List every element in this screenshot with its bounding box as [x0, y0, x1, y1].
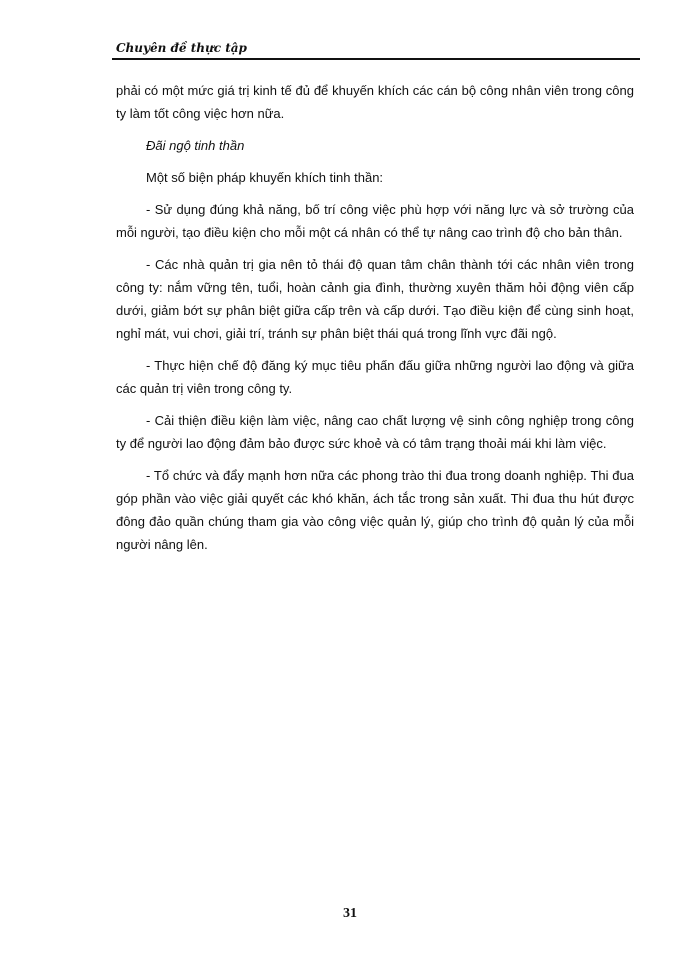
list-item: - Thực hiện chế độ đăng ký mục tiêu phấn đấu giữa những người lao động và giữa các quản trị viên trong công ty. [116, 358, 634, 396]
running-header-title: Chuyên đề thực tập [116, 41, 247, 55]
section-subheading: Đãi ngộ tinh thần [146, 138, 245, 153]
paragraph-intro: Một số biện pháp khuyến khích tinh thần: [146, 170, 384, 185]
page-number: 31 [343, 906, 357, 921]
list-item: - Sử dụng đúng khả năng, bố trí công việc phù hợp với năng lực và sở trường của mỗi người, tạo điều kiện cho mỗi một cá nhân có thể tự nâng cao trình độ cho bản thân. [116, 202, 634, 240]
body-text [116, 79, 634, 565]
paragraph-continuation: phải có một mức giá trị kinh tế đủ để khuyến khích các cán bộ công nhân viên trong công ty làm tốt công việc hơn nữa. [116, 83, 634, 121]
running-header [112, 40, 640, 60]
list-item: - Các nhà quản trị gia nên tỏ thái độ quan tâm chân thành tới các nhân viên trong công ty: nắm vững tên, tuổi, hoàn cảnh gia đình, thường xuyên thăm hỏi động viên cấp dưới, giảm bớt sự phân biệt giữa cấp trên và cấp dưới. Tạo điều kiện để cùng sinh hoạt, nghỉ mát, vui chơi, giải trí, tránh sự phân biệt thái quá trong lĩnh vực đãi ngộ. [116, 257, 634, 341]
list-item: - Tổ chức và đẩy mạnh hơn nữa các phong trào thi đua trong doanh nghiệp. Thi đua góp phần vào việc giải quyết các khó khăn, ách tắc trong sản xuất. Thi đua thu hút được đông đảo quần chúng tham gia vào công việc quản lý, giúp cho trình độ quản lý của mỗi người nâng lên. [116, 468, 634, 552]
list-item: - Cải thiện điều kiện làm việc, nâng cao chất lượng vệ sinh công nghiệp trong công ty để người lao động đảm bảo được sức khoẻ và có tâm trạng thoải mái khi làm việc. [116, 413, 634, 451]
